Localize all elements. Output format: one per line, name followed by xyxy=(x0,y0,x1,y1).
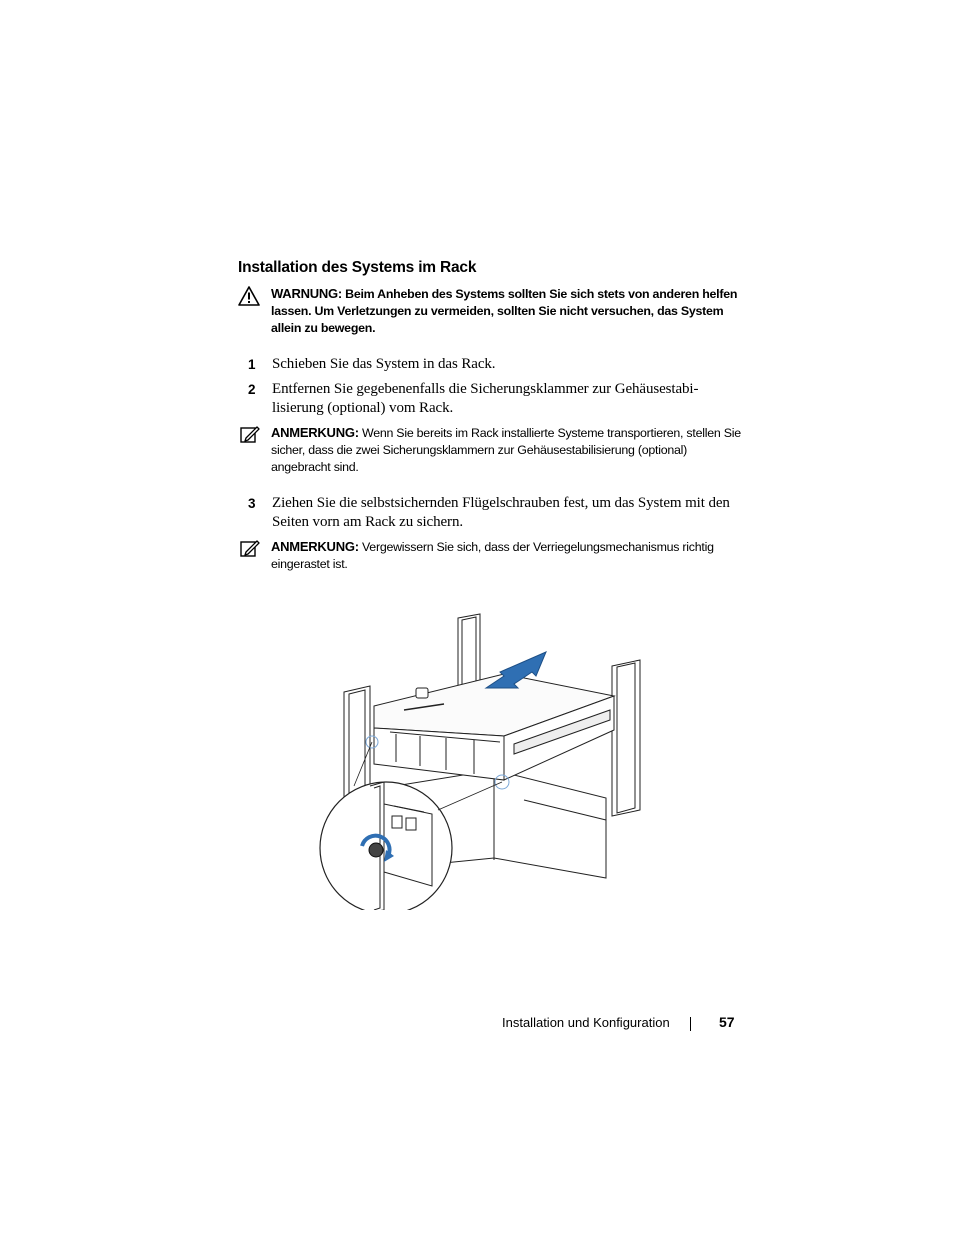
step-text: Ziehen Sie die selbstsichernden Flügelschrauben fest, um das System mit den Seiten vorn am Rack zu sichern. xyxy=(272,495,730,530)
section-title: Installation des Systems im Rack xyxy=(238,259,477,276)
note-label: ANMERKUNG: xyxy=(271,539,359,554)
note-text: Wenn Sie bereits im Rack installierte Systeme transportieren, stellen Sie sicher, dass die zwei Sicherungsklammern zur Gehäusestabilisierung (optional) angebracht sind. xyxy=(271,426,741,474)
step-text: Schieben Sie das System in das Rack. xyxy=(272,356,496,372)
note-2 xyxy=(271,538,741,573)
step-number: 2 xyxy=(248,382,256,397)
step-number: 3 xyxy=(248,496,256,511)
note-1 xyxy=(271,424,741,476)
pencil-note-icon xyxy=(240,539,260,557)
note-label: ANMERKUNG: xyxy=(271,425,359,440)
step-text: Entfernen Sie gegebenenfalls die Sicherungsklammer zur Gehäusestabi-lisierung (optional) vom Rack. xyxy=(272,381,699,416)
warning-note xyxy=(271,285,741,337)
pencil-note-icon xyxy=(240,425,260,443)
warning-label: WARNUNG: xyxy=(271,286,342,301)
rack-installation-illustration xyxy=(314,610,646,910)
footer-separator xyxy=(690,1017,691,1031)
warning-triangle-icon xyxy=(238,286,260,306)
page-number: 57 xyxy=(719,1014,735,1030)
step-number: 1 xyxy=(248,357,256,372)
note-text: Vergewissern Sie sich, dass der Verriegelungsmechanismus richtig eingerastet ist. xyxy=(271,540,714,571)
footer-section-title: Installation und Konfiguration xyxy=(502,1015,670,1030)
warning-text: Beim Anheben des Systems sollten Sie sich stets von anderen helfen lassen. Um Verletzungen zu vermeiden, sollten Sie nicht versuchen, das System allein zu bewegen. xyxy=(271,287,738,335)
